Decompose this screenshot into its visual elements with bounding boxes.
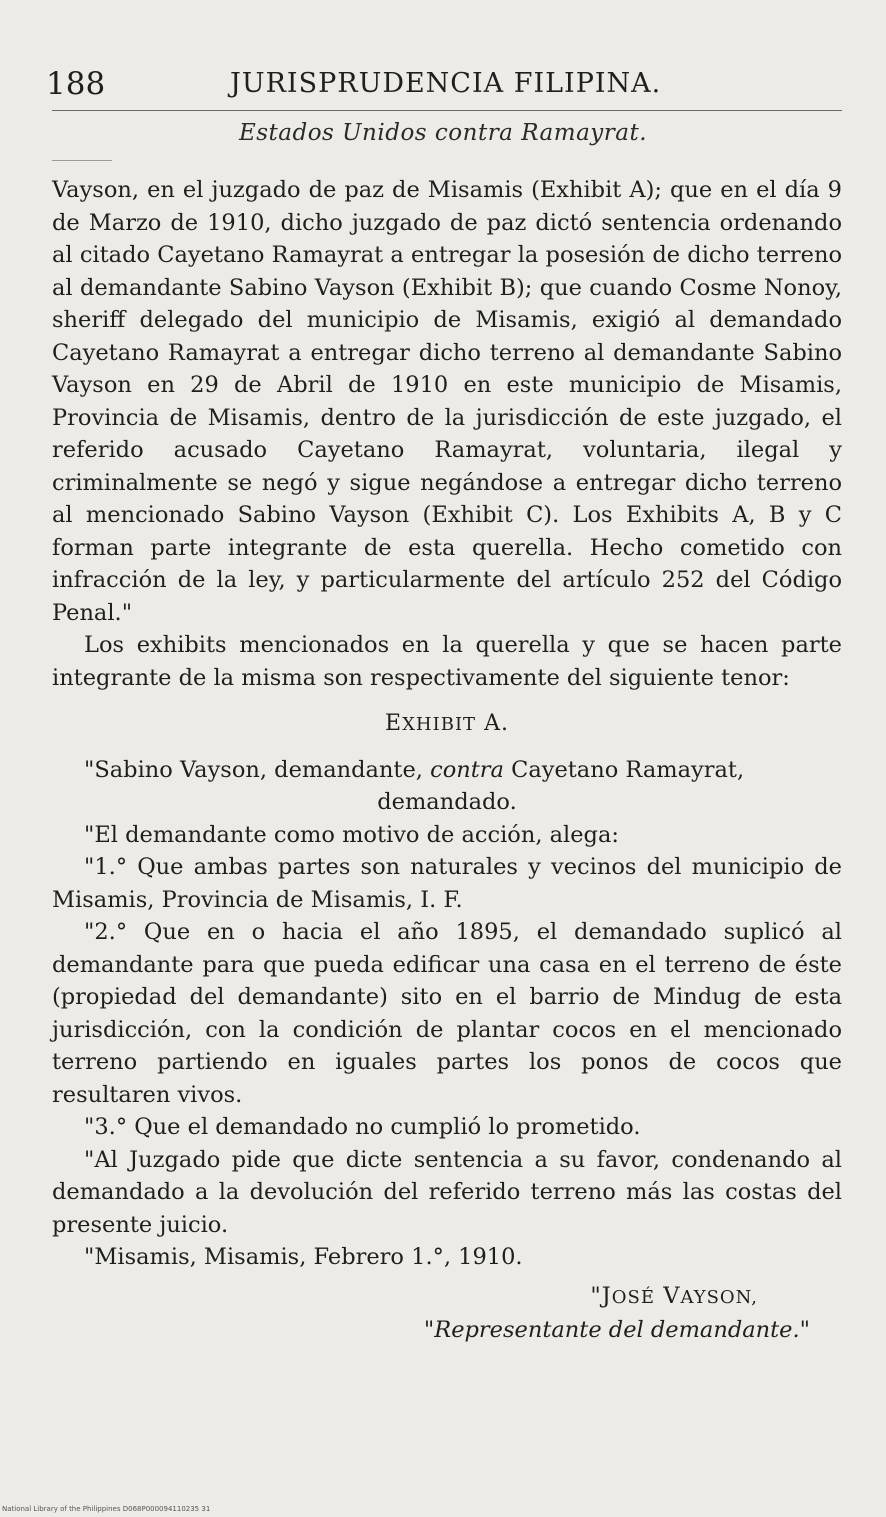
signature-role: "Representante del demandante." <box>423 1317 810 1343</box>
exhibit-heading-initial: E <box>385 711 403 736</box>
page-body <box>52 174 842 1347</box>
page-header <box>46 62 846 102</box>
case-subtitle: Estados Unidos contra Ramayrat. <box>238 120 648 146</box>
signature-first-rest: OSÉ <box>611 1286 656 1308</box>
scan-credit: National Library of the Philippines D068P000094110235 31 <box>2 1505 211 1513</box>
page-number: 188 <box>46 66 106 102</box>
continuation-paragraph: Vayson, en el juzgado de paz de Misamis (Exhibit A); que en el día 9 de Marzo de 1910, dicho juzgado de paz dictó sentencia ordenando al citado Cayetano Ramayrat a entregar la posesión de dicho terreno al demandante Sabino Vayson (Exhibit B); que cuando Cosme Nonoy, sheriff delegado del municipio de Misamis, exigió al demandado Cayetano Ramayrat a entregar dicho terreno al demandante Sabino Vayson en 29 de Abril de 1910 en este municipio de Misamis, Provincia de Misamis, dentro de la jurisdicción de este juzgado, el referido acusado Cayetano Ramayrat, voluntaria, ilegal y criminalmente se negó y sigue negándose a entregar dicho terreno al mencionado Sabino Vayson (Exhibit C). Los Exhibits A, B y C forman parte integrante de esta querella. Hecho cometido con infracción de la ley, y particularmente del artículo 252 del Código Penal." <box>52 177 842 626</box>
exhibit-heading-letter: A. <box>484 711 509 736</box>
allegation-intro: "El demandante como motivo de acción, alega: <box>84 821 619 848</box>
signature-name <box>52 1280 842 1315</box>
allegation-item-2: "2.° Que en o hacia el año 1895, el demandado suplicó al demandante para que pueda edificar una casa en el terreno de éste (propiedad del demandante) sito en el barrio de Mindug de esta jurisdicción, con la condición de plantar cocos en el mencionado terreno partiendo en iguales partes los ponos de cocos que resultaren vivos. <box>52 919 842 1108</box>
prayer-paragraph: "Al Juzgado pide que dicte sentencia a su favor, condenando al demandado a la devolución del referido terreno más las costas del presente juicio. <box>52 1146 842 1238</box>
caption-start: "Sabino Vayson, demandante, <box>84 756 431 783</box>
allegation-item-3: "3.° Que el demandado no cumplió lo prometido. <box>84 1114 641 1140</box>
place-date: "Misamis, Misamis, Febrero 1.°, 1910. <box>84 1244 523 1270</box>
caption-end: Cayetano Ramayrat, <box>503 756 745 783</box>
signature-v: V <box>663 1282 681 1309</box>
signature-last-rest: AYSON, <box>680 1286 758 1308</box>
signature-prefix: "J <box>590 1282 612 1309</box>
caption-contra: contra <box>430 756 504 783</box>
subtitle-rule <box>52 160 112 161</box>
exhibits-intro-paragraph: Los exhibits mencionados en la querella y que se hacen parte integrante de la misma son respectivamente del siguiente tenor: <box>52 632 842 691</box>
caption-line-2: demandado. <box>377 789 517 815</box>
exhibit-heading-smallcaps: XHIBIT <box>402 714 477 735</box>
running-title: JURISPRUDENCIA FILIPINA. <box>230 68 662 99</box>
case-caption <box>52 754 842 787</box>
exhibit-a-heading <box>52 708 842 742</box>
header-rule <box>52 110 842 111</box>
allegation-item-1: "1.° Que ambas partes son naturales y vecinos del municipio de Misamis, Provincia de Misamis, I. F. <box>52 854 842 913</box>
